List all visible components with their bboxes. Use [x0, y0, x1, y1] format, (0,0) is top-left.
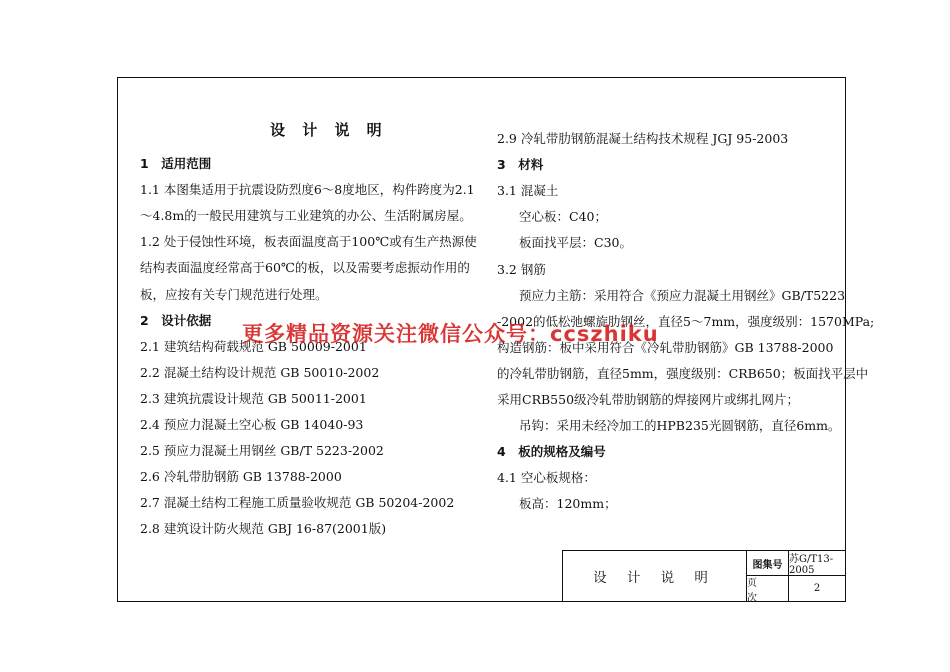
text-line: 板，应按有关专门规范进行处理。: [140, 286, 328, 302]
text-line: 结构表面温度经常高于60℃的板，以及需要考虑振动作用的: [140, 260, 470, 276]
text-line: 2.7 混凝土结构工程施工质量验收规范 GB 50204-2002: [140, 495, 455, 511]
text-line: 2.3 建筑抗震设计规范 GB 50011-2001: [140, 390, 367, 406]
text-line: 2.8 建筑设计防火规范 GBJ 16-87(2001版): [140, 521, 387, 537]
atlas-number-value: 苏G/T13-2005: [789, 551, 845, 576]
title-block: [562, 550, 846, 602]
text-line: 2.6 冷轧带肋钢筋 GB 13788-2000: [140, 469, 342, 485]
section-heading: 3 材料: [497, 157, 544, 173]
text-line: 的冷轧带肋钢筋，直径5mm，强度级别：CRB650；板面找平层中: [497, 365, 869, 381]
text-line: ～4.8m的一般民用建筑与工业建筑的办公、生活附属房屋。: [140, 208, 472, 224]
text-line: -2002的低松弛螺旋肋钢丝，直径5～7mm，强度级别：1570MPa;: [497, 313, 875, 329]
text-line: 板面找平层：C30。: [519, 235, 632, 251]
page-number-value: 2: [813, 583, 821, 594]
text-line: 板高：120mm；: [519, 496, 617, 512]
text-line: 3.1 混凝土: [497, 183, 559, 199]
page-title: 设 计 说 明: [270, 121, 388, 139]
section-heading: 1 适用范围: [140, 156, 212, 171]
text-line: 2.5 预应力混凝土用钢丝 GB/T 5223-2002: [140, 443, 384, 459]
text-line: 2.1 建筑结构荷载规范 GB 50009-2001: [140, 338, 367, 354]
atlas-number-label: 图集号: [747, 551, 789, 576]
section-heading: 2 设计依据: [140, 312, 212, 328]
text-line: 3.2 钢筋: [497, 261, 546, 277]
text-line: 1.1 本图集适用于抗震设防烈度6～8度地区，构件跨度为2.1: [140, 182, 475, 198]
title-block-name: 设 计 说 明: [563, 551, 747, 601]
text-line: 2.4 预应力混凝土空心板 GB 14040-93: [140, 417, 364, 432]
text-line: 空心板：C40；: [519, 209, 607, 225]
text-line: 4.1 空心板规格：: [497, 470, 596, 486]
text-line: 吊钩：采用未经冷加工的HPB235光圆钢筋，直径6mm。: [519, 418, 841, 434]
text-line: 构造钢筋：板中采用符合《冷轧带肋钢筋》GB 13788-2000: [497, 339, 834, 355]
page-number-label: 页 次: [747, 576, 789, 601]
watermark-text: 更多精品资源关注微信公众号：ccszhiku: [242, 322, 659, 346]
text-line: 采用CRB550级冷轧带肋钢筋的焊接网片或绑扎网片；: [497, 392, 800, 407]
text-line: 2.9 冷轧带肋钢筋混凝土结构技术规程 JGJ 95-2003: [497, 131, 789, 146]
section-heading: 4 板的规格及编号: [497, 444, 606, 460]
text-line: 预应力主筋：采用符合《预应力混凝土用钢丝》GB/T5223: [519, 287, 846, 303]
text-line: 2.2 混凝土结构设计规范 GB 50010-2002: [140, 364, 380, 380]
text-line: 1.2 处于侵蚀性环境，板表面温度高于100℃或有生产热源使: [140, 234, 477, 250]
